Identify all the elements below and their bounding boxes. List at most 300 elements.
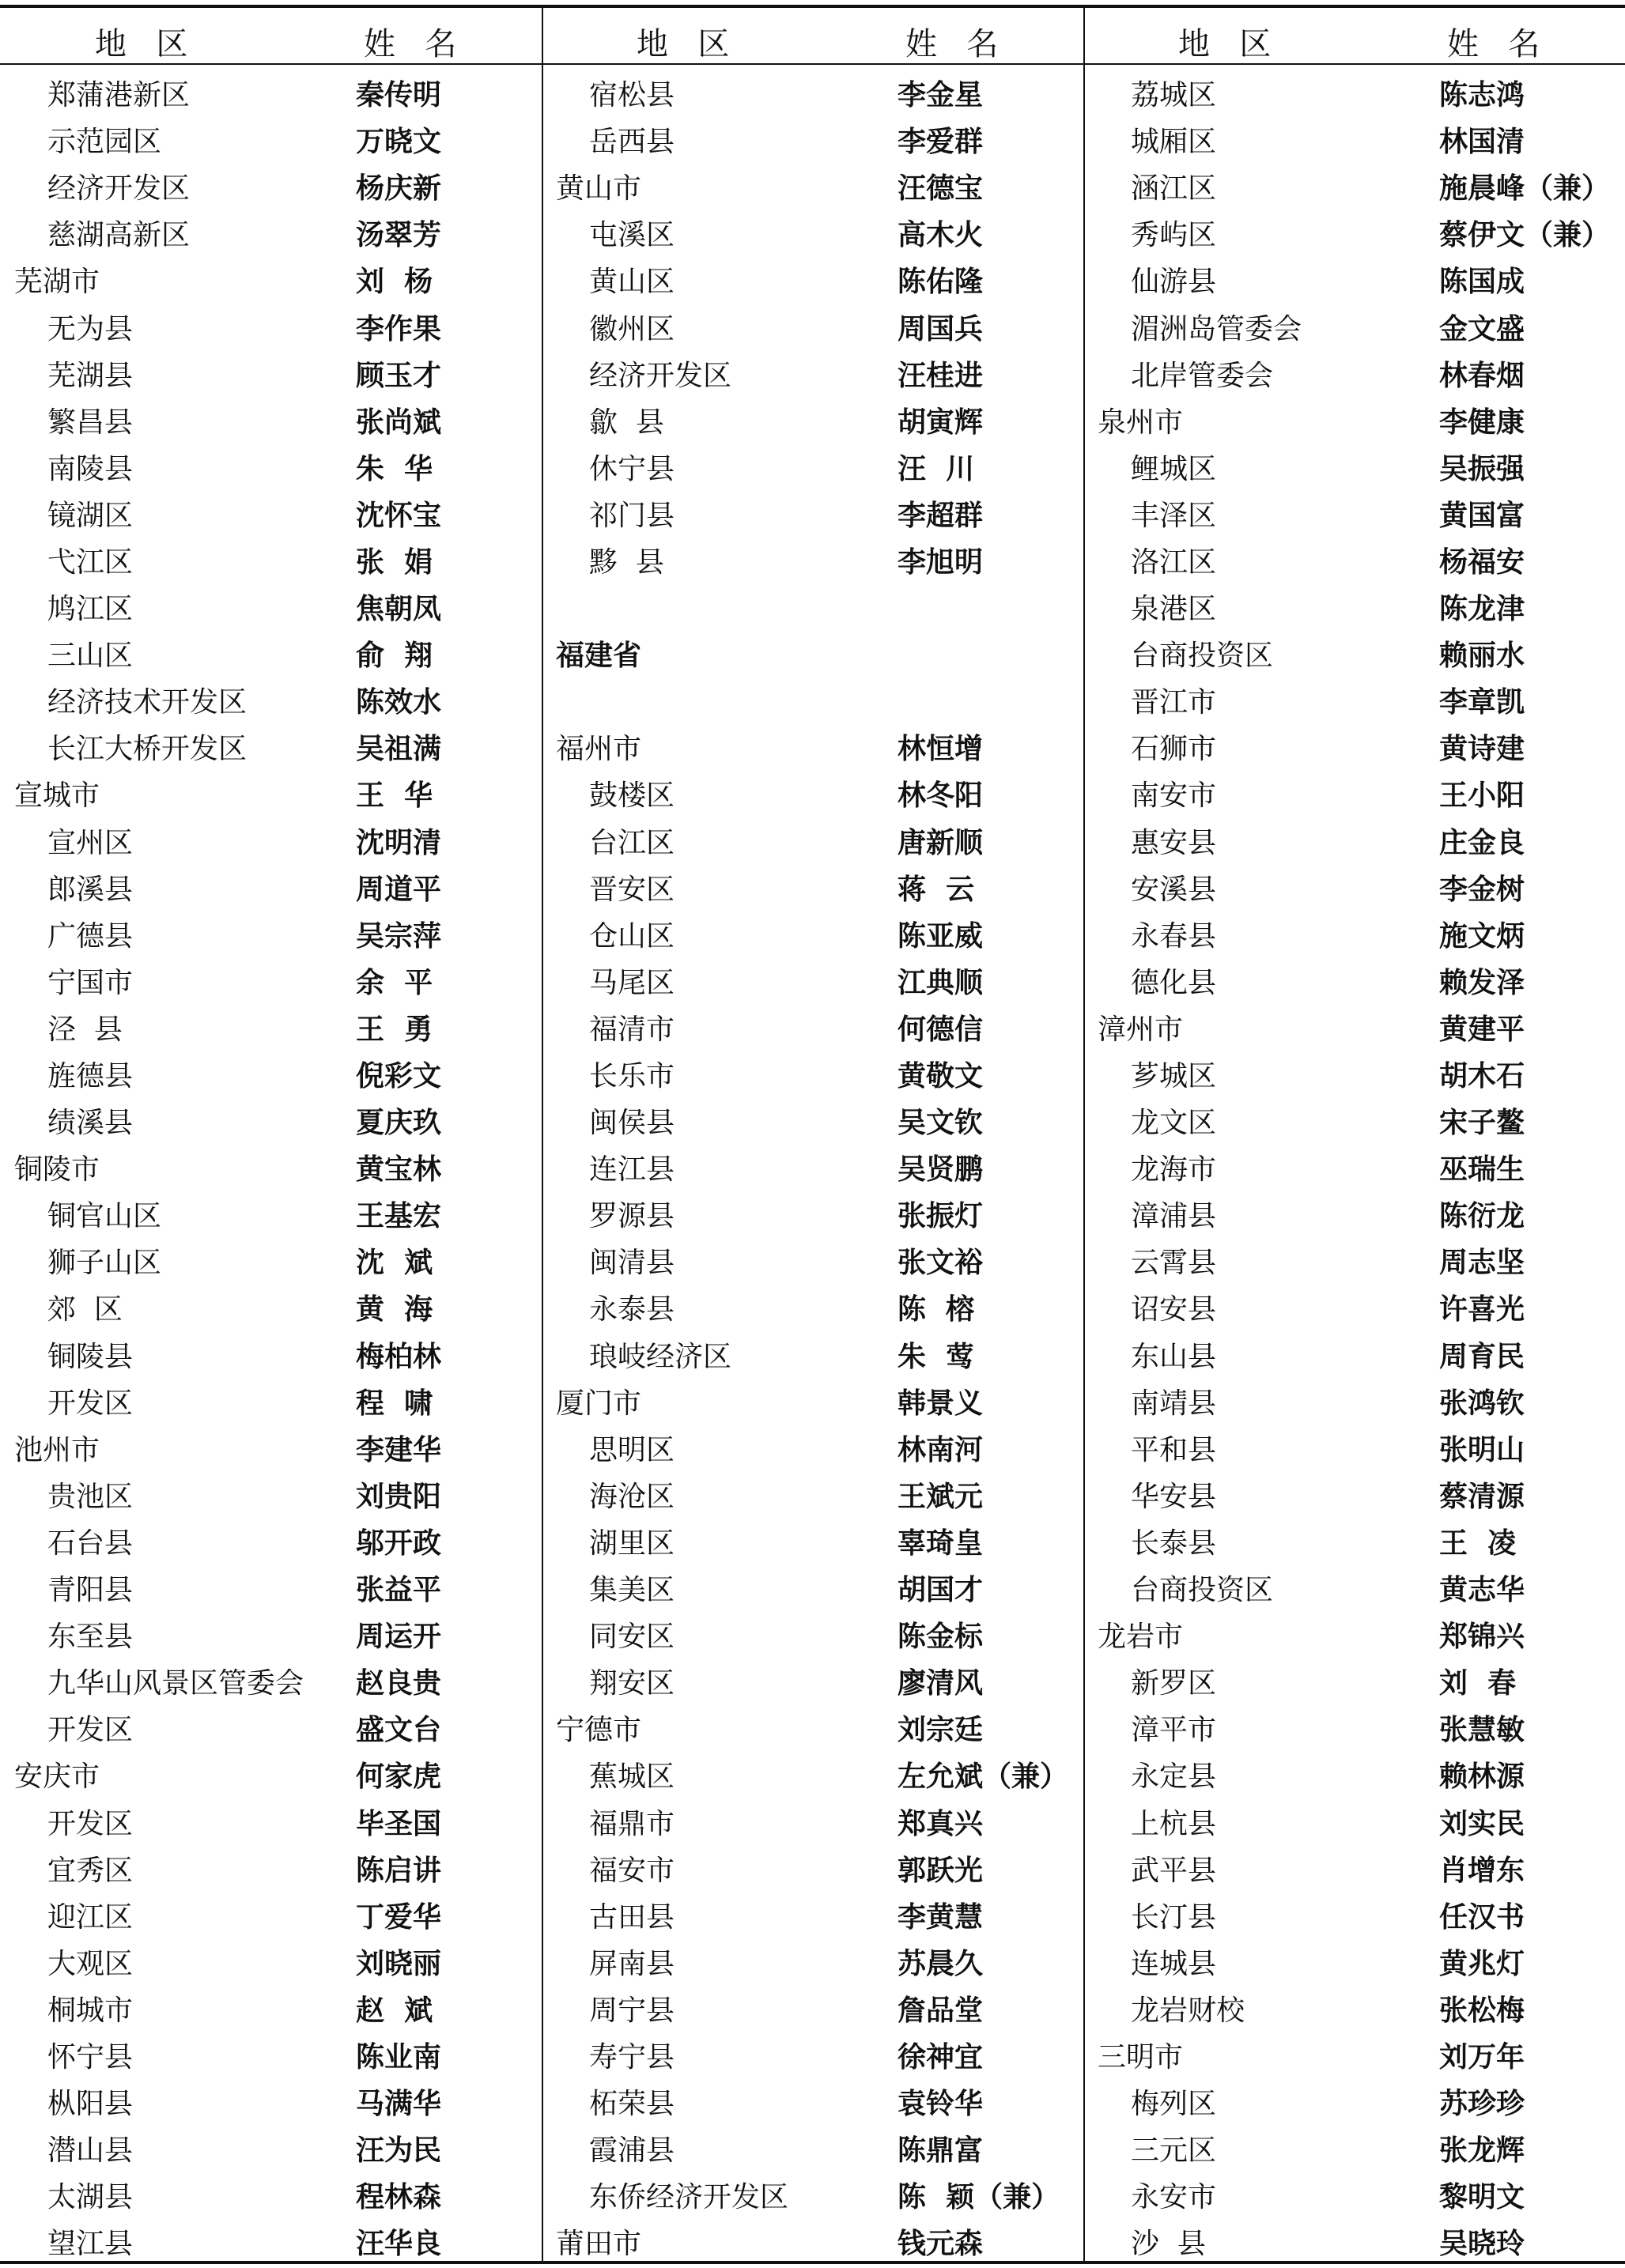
- name-cell: 黄 海: [356, 1293, 433, 1326]
- region-cell: 三明市: [1098, 2040, 1184, 2074]
- region-cell: 闽清县: [589, 1247, 675, 1280]
- name-cell: 王基宏: [356, 1200, 442, 1233]
- region-cell: 集美区: [589, 1574, 675, 1607]
- name-cell: 郑锦兴: [1439, 1621, 1525, 1654]
- name-cell: 韩景义: [898, 1387, 984, 1420]
- name-cell: 焦朝凤: [356, 593, 442, 626]
- name-cell: 毕圣国: [356, 1807, 442, 1840]
- district-row: [0, 350, 542, 397]
- region-cell: 沙 县: [1131, 2228, 1206, 2261]
- name-cell: 黄志华: [1439, 1574, 1525, 1607]
- region-cell: 经济开发区: [47, 172, 191, 206]
- city-row: [1083, 1004, 1625, 1051]
- region-cell: 祁门县: [589, 499, 675, 532]
- region-cell: 岳西县: [589, 126, 675, 159]
- name-cell: 张 娟: [356, 545, 433, 579]
- name-cell: 许喜光: [1439, 1293, 1525, 1326]
- district-row: [0, 1378, 542, 1425]
- region-cell: 屯溪区: [589, 219, 675, 252]
- name-cell: 汤翠芳: [356, 219, 442, 252]
- region-cell: 泉州市: [1098, 406, 1184, 439]
- name-cell: 赖发泽: [1439, 966, 1525, 999]
- region-cell: 狮子山区: [47, 1247, 162, 1280]
- name-cell: 李健康: [1439, 406, 1525, 439]
- district-row: [0, 1004, 542, 1051]
- district-row: [1083, 583, 1625, 630]
- district-row: [542, 1004, 1083, 1051]
- district-row: [1083, 116, 1625, 163]
- name-cell: 陈 榕: [898, 1293, 975, 1326]
- region-cell: 屏南县: [589, 1947, 675, 1980]
- district-row: [542, 1751, 1083, 1798]
- name-cell: 肖增东: [1439, 1854, 1525, 1887]
- table-column: [542, 70, 1083, 2259]
- district-row: [1083, 256, 1625, 303]
- name-cell: 陈 颖（兼）: [898, 2181, 1060, 2214]
- name-cell: 周道平: [356, 873, 442, 906]
- region-cell: 晋江市: [1131, 686, 1217, 719]
- district-row: [1083, 70, 1625, 116]
- region-cell: 北岸管委会: [1131, 359, 1274, 392]
- region-cell: 贵池区: [47, 1480, 134, 1513]
- region-cell: 鸠江区: [47, 593, 134, 626]
- region-cell: 铜官山区: [47, 1200, 162, 1233]
- district-row: [0, 723, 542, 770]
- region-cell: 台商投资区: [1131, 1574, 1274, 1607]
- district-row: [0, 2125, 542, 2172]
- region-cell: 永定县: [1131, 1760, 1217, 1794]
- district-row: [542, 70, 1083, 116]
- name-cell: 刘 杨: [356, 266, 433, 299]
- region-cell: 黄山市: [556, 172, 642, 206]
- region-cell: 龙岩财校: [1131, 1994, 1245, 2027]
- district-row: [0, 630, 542, 677]
- region-cell: 南靖县: [1131, 1387, 1217, 1420]
- city-row: [542, 1378, 1083, 1425]
- name-cell: 廖清风: [898, 1667, 984, 1700]
- name-cell: 郭跃光: [898, 1854, 984, 1887]
- name-cell: 王 勇: [356, 1013, 433, 1046]
- district-row: [0, 1938, 542, 1985]
- district-row: [1083, 537, 1625, 583]
- district-row: [1083, 1097, 1625, 1144]
- name-cell: 张尚斌: [356, 406, 442, 439]
- region-cell: 长泰县: [1131, 1526, 1217, 1560]
- region-cell: 漳平市: [1131, 1714, 1217, 1747]
- region-cell: 洛江区: [1131, 545, 1217, 579]
- district-row: [1083, 723, 1625, 770]
- region-cell: 丰泽区: [1131, 499, 1217, 532]
- region-cell: 台商投资区: [1131, 640, 1274, 673]
- district-row: [542, 1892, 1083, 1938]
- district-row: [542, 116, 1083, 163]
- name-cell: 陈志鸿: [1439, 79, 1525, 112]
- district-row: [0, 1051, 542, 1097]
- district-row: [0, 116, 542, 163]
- name-cell: 林国清: [1439, 126, 1525, 159]
- district-row: [1083, 1518, 1625, 1564]
- district-row: [542, 1425, 1083, 1471]
- region-cell: 宣州区: [47, 826, 134, 859]
- region-cell: 周宁县: [589, 1994, 675, 2027]
- district-row: [542, 1938, 1083, 1985]
- name-cell: 黄建平: [1439, 1013, 1525, 1046]
- region-cell: 荔城区: [1131, 79, 1217, 112]
- district-row: [1083, 2172, 1625, 2218]
- name-cell: 张文裕: [898, 1247, 984, 1280]
- region-cell: 郊 区: [47, 1293, 123, 1326]
- region-cell: 龙岩市: [1098, 1621, 1184, 1654]
- name-cell: 苏珍珍: [1439, 2088, 1525, 2121]
- name-cell: 陈效水: [356, 686, 442, 719]
- region-cell: 宁德市: [556, 1714, 642, 1747]
- region-cell: 石台县: [47, 1526, 134, 1560]
- name-cell: 黄诗建: [1439, 733, 1525, 766]
- district-row: [1083, 1892, 1625, 1938]
- district-row: [0, 1658, 542, 1704]
- district-row: [1083, 817, 1625, 864]
- region-cell: 宣城市: [14, 779, 100, 813]
- name-cell: 胡木石: [1439, 1060, 1525, 1093]
- name-cell: 吴振强: [1439, 452, 1525, 485]
- table-column: [0, 70, 542, 2259]
- city-row: [0, 256, 542, 303]
- district-row: [1083, 630, 1625, 677]
- region-cell: 罗源县: [589, 1200, 675, 1233]
- name-cell: 王 凌: [1439, 1526, 1517, 1560]
- name-cell: 詹品堂: [898, 1994, 984, 2027]
- region-cell: 仙游县: [1131, 266, 1217, 299]
- district-row: [1083, 163, 1625, 209]
- name-cell: 刘万年: [1439, 2040, 1525, 2074]
- name-cell: 汪 川: [898, 452, 975, 485]
- district-row: [542, 537, 1083, 583]
- name-cell: 任汉书: [1439, 1900, 1525, 1934]
- name-cell: 周志坚: [1439, 1247, 1525, 1280]
- district-row: [0, 677, 542, 723]
- region-cell: 东侨经济开发区: [589, 2181, 789, 2214]
- region-cell: 诏安县: [1131, 1293, 1217, 1326]
- province-heading-row: [542, 630, 1083, 677]
- name-cell: 李金星: [898, 79, 984, 112]
- region-cell: 福鼎市: [589, 1807, 675, 1840]
- district-row: [1083, 864, 1625, 911]
- name-cell: 刘实民: [1439, 1807, 1525, 1840]
- region-cell: 青阳县: [47, 1574, 134, 1607]
- district-row: [0, 2032, 542, 2078]
- region-cell: 旌德县: [47, 1060, 134, 1093]
- district-row: [1083, 1471, 1625, 1518]
- district-row: [1083, 443, 1625, 490]
- name-cell: 邬开政: [356, 1526, 442, 1560]
- region-cell: 开发区: [47, 1714, 134, 1747]
- district-row: [542, 1658, 1083, 1704]
- table-body: [0, 70, 1625, 2259]
- district-row: [1083, 1191, 1625, 1237]
- region-cell: 经济开发区: [589, 359, 732, 392]
- region-cell: 镜湖区: [47, 499, 134, 532]
- region-cell: 德化县: [1131, 966, 1217, 999]
- name-cell: 张鸿钦: [1439, 1387, 1525, 1420]
- name-cell: 徐神宜: [898, 2040, 984, 2074]
- name-cell: 张慧敏: [1439, 1714, 1525, 1747]
- city-row: [0, 770, 542, 817]
- city-row: [542, 1704, 1083, 1751]
- district-row: [1083, 1751, 1625, 1798]
- region-cell: 平和县: [1131, 1433, 1217, 1466]
- district-row: [0, 209, 542, 256]
- district-row: [542, 490, 1083, 537]
- name-cell: 袁铃华: [898, 2088, 984, 2121]
- region-cell: 开发区: [47, 1807, 134, 1840]
- district-row: [0, 1845, 542, 1892]
- district-row: [1083, 1658, 1625, 1704]
- region-cell: 永安市: [1131, 2181, 1217, 2214]
- district-row: [0, 1191, 542, 1237]
- region-cell: 厦门市: [556, 1387, 642, 1420]
- name-cell: 金文盛: [1439, 312, 1525, 345]
- name-cell: 倪彩文: [356, 1060, 442, 1093]
- name-cell: 施晨峰（兼）: [1439, 172, 1611, 206]
- name-cell: 陈启讲: [356, 1854, 442, 1887]
- name-cell: 李旭明: [898, 545, 984, 579]
- region-cell: 弋江区: [47, 545, 134, 579]
- region-cell: 郑蒲港新区: [47, 79, 191, 112]
- name-cell: 李章凯: [1439, 686, 1525, 719]
- district-row: [542, 817, 1083, 864]
- region-cell: 马尾区: [589, 966, 675, 999]
- district-row: [542, 1471, 1083, 1518]
- region-cell: 云霄县: [1131, 1247, 1217, 1280]
- name-cell: 宋子鳌: [1439, 1107, 1525, 1140]
- name-cell: 吴文钦: [898, 1107, 984, 1140]
- district-row: [542, 1331, 1083, 1378]
- district-row: [1083, 303, 1625, 349]
- name-cell: 马满华: [356, 2088, 442, 2121]
- district-row: [542, 1051, 1083, 1097]
- district-row: [0, 1611, 542, 1658]
- district-row: [0, 817, 542, 864]
- name-cell: 刘 春: [1439, 1667, 1517, 1700]
- name-cell: 吴晓玲: [1439, 2228, 1525, 2261]
- city-row: [0, 1144, 542, 1191]
- district-row: [542, 770, 1083, 817]
- region-cell: 蕉城区: [589, 1760, 675, 1794]
- city-row: [0, 1425, 542, 1471]
- name-cell: 陈业南: [356, 2040, 442, 2074]
- district-row: [0, 1704, 542, 1751]
- city-row: [542, 2218, 1083, 2265]
- region-cell: 安溪县: [1131, 873, 1217, 906]
- region-cell: 福建省: [556, 640, 642, 673]
- region-cell: 池州市: [14, 1433, 100, 1466]
- name-cell: 夏庆玖: [356, 1107, 442, 1140]
- district-row: [0, 911, 542, 957]
- table-header: [0, 8, 1625, 63]
- name-cell: 程林森: [356, 2181, 442, 2214]
- district-row: [542, 864, 1083, 911]
- name-cell: 吴宗萍: [356, 919, 442, 953]
- district-row: [542, 2172, 1083, 2218]
- region-cell: 台江区: [589, 826, 675, 859]
- name-cell: 蔡伊文（兼）: [1439, 219, 1611, 252]
- region-cell: 莆田市: [556, 2228, 642, 2261]
- name-cell: 杨庆新: [356, 172, 442, 206]
- region-cell: 铜陵市: [14, 1153, 100, 1187]
- region-cell: 开发区: [47, 1387, 134, 1420]
- region-cell: 思明区: [589, 1433, 675, 1466]
- name-cell: 黄兆灯: [1439, 1947, 1525, 1980]
- name-cell: 周运开: [356, 1621, 442, 1654]
- district-row: [0, 1284, 542, 1330]
- name-cell: 吴贤鹏: [898, 1153, 984, 1187]
- region-cell: 歙 县: [589, 406, 664, 439]
- district-row: [542, 397, 1083, 443]
- name-cell: 何德信: [898, 1013, 984, 1046]
- region-cell: 桐城市: [47, 1994, 134, 2027]
- district-row: [0, 1564, 542, 1611]
- name-cell: 赵 斌: [356, 1994, 433, 2027]
- district-row: [542, 1284, 1083, 1330]
- name-cell: 巫瑞生: [1439, 1153, 1525, 1187]
- district-row: [0, 163, 542, 209]
- name-cell: 李建华: [356, 1433, 442, 1466]
- region-cell: 示范园区: [47, 126, 162, 159]
- name-cell: 高木火: [898, 219, 984, 252]
- region-cell: 泾 县: [47, 1013, 123, 1046]
- name-cell: 程 啸: [356, 1387, 433, 1420]
- district-row: [542, 1611, 1083, 1658]
- region-cell: 无为县: [47, 312, 134, 345]
- region-cell: 鼓楼区: [589, 779, 675, 813]
- name-cell: 汪桂进: [898, 359, 984, 392]
- district-row: [0, 2172, 542, 2218]
- region-cell: 湄洲岛管委会: [1131, 312, 1302, 345]
- region-cell: 石狮市: [1131, 733, 1217, 766]
- district-row: [542, 583, 1083, 630]
- name-cell: 沈 斌: [356, 1247, 433, 1280]
- district-row: [0, 490, 542, 537]
- district-row: [542, 1097, 1083, 1144]
- region-cell: 永泰县: [589, 1293, 675, 1326]
- district-row: [1083, 1938, 1625, 1985]
- name-cell: 汪为民: [356, 2134, 442, 2168]
- name-cell: 李金树: [1439, 873, 1525, 906]
- region-cell: 芗城区: [1131, 1060, 1217, 1093]
- district-row: [1083, 350, 1625, 397]
- name-cell: 陈龙津: [1439, 593, 1525, 626]
- district-row: [542, 303, 1083, 349]
- name-cell: 万晓文: [356, 126, 442, 159]
- district-row: [1083, 2218, 1625, 2265]
- district-row: [1083, 1704, 1625, 1751]
- district-row: [542, 2078, 1083, 2125]
- district-row: [1083, 1798, 1625, 1844]
- region-cell: 仓山区: [589, 919, 675, 953]
- district-row: [542, 1564, 1083, 1611]
- region-cell: 九华山风景区管委会: [47, 1667, 304, 1700]
- region-cell: 泉港区: [1131, 593, 1217, 626]
- region-cell: 徽州区: [589, 312, 675, 345]
- region-cell: 宁国市: [47, 966, 134, 999]
- region-cell: 南安市: [1131, 779, 1217, 813]
- district-row: [1083, 1378, 1625, 1425]
- name-cell: 赵良贵: [356, 1667, 442, 1700]
- name-cell: 余 平: [356, 966, 433, 999]
- region-cell: 经济技术开发区: [47, 686, 248, 719]
- region-cell: 太湖县: [47, 2181, 134, 2214]
- header-name: 姓 名: [364, 26, 460, 62]
- district-row: [0, 303, 542, 349]
- district-row: [0, 1237, 542, 1284]
- name-cell: 李作果: [356, 312, 442, 345]
- city-row: [0, 1751, 542, 1798]
- name-cell: 陈国成: [1439, 266, 1525, 299]
- name-cell: 林恒增: [898, 733, 984, 766]
- district-row: [1083, 2078, 1625, 2125]
- region-cell: 龙海市: [1131, 1153, 1217, 1187]
- name-cell: 张振灯: [898, 1200, 984, 1233]
- name-cell: 胡国才: [898, 1574, 984, 1607]
- district-row: [0, 397, 542, 443]
- region-cell: 慈湖高新区: [47, 219, 191, 252]
- name-cell: 秦传明: [356, 79, 442, 112]
- district-row: [0, 864, 542, 911]
- district-row: [542, 957, 1083, 1004]
- city-row: [542, 163, 1083, 209]
- region-cell: 繁昌县: [47, 406, 134, 439]
- name-cell: 张明山: [1439, 1433, 1525, 1466]
- region-cell: 安庆市: [14, 1760, 100, 1794]
- district-row: [1083, 677, 1625, 723]
- region-cell: 漳浦县: [1131, 1200, 1217, 1233]
- region-cell: 长江大桥开发区: [47, 733, 248, 766]
- region-cell: 寿宁县: [589, 2040, 675, 2074]
- district-row: [0, 1331, 542, 1378]
- district-row: [542, 1985, 1083, 2032]
- name-cell: 沈怀宝: [356, 499, 442, 532]
- name-cell: 蒋 云: [898, 873, 975, 906]
- name-cell: 黎明文: [1439, 2181, 1525, 2214]
- region-cell: 长汀县: [1131, 1900, 1217, 1934]
- name-cell: 陈鼎富: [898, 2134, 984, 2168]
- name-cell: 蔡清源: [1439, 1480, 1525, 1513]
- district-row: [1083, 957, 1625, 1004]
- header-group: [542, 8, 1083, 63]
- region-cell: 梅列区: [1131, 2088, 1217, 2121]
- region-cell: 宿松县: [589, 79, 675, 112]
- name-cell: 施文炳: [1439, 919, 1525, 953]
- district-row: [0, 1985, 542, 2032]
- district-row: [542, 350, 1083, 397]
- region-cell: 黄山区: [589, 266, 675, 299]
- name-cell: 丁爱华: [356, 1900, 442, 1934]
- region-cell: 三元区: [1131, 2134, 1217, 2168]
- name-cell: 朱 华: [356, 452, 433, 485]
- region-cell: 潜山县: [47, 2134, 134, 2168]
- region-cell: 三山区: [47, 640, 134, 673]
- name-cell: 赖丽水: [1439, 640, 1525, 673]
- header-rule: [0, 63, 1625, 65]
- name-cell: 江典顺: [898, 966, 984, 999]
- name-cell: 陈佑隆: [898, 266, 984, 299]
- region-cell: 翔安区: [589, 1667, 675, 1700]
- district-row: [1083, 1425, 1625, 1471]
- region-cell: 武平县: [1131, 1854, 1217, 1887]
- name-cell: 林冬阳: [898, 779, 984, 813]
- name-cell: 刘晓丽: [356, 1947, 442, 1980]
- name-cell: 赖林源: [1439, 1760, 1525, 1794]
